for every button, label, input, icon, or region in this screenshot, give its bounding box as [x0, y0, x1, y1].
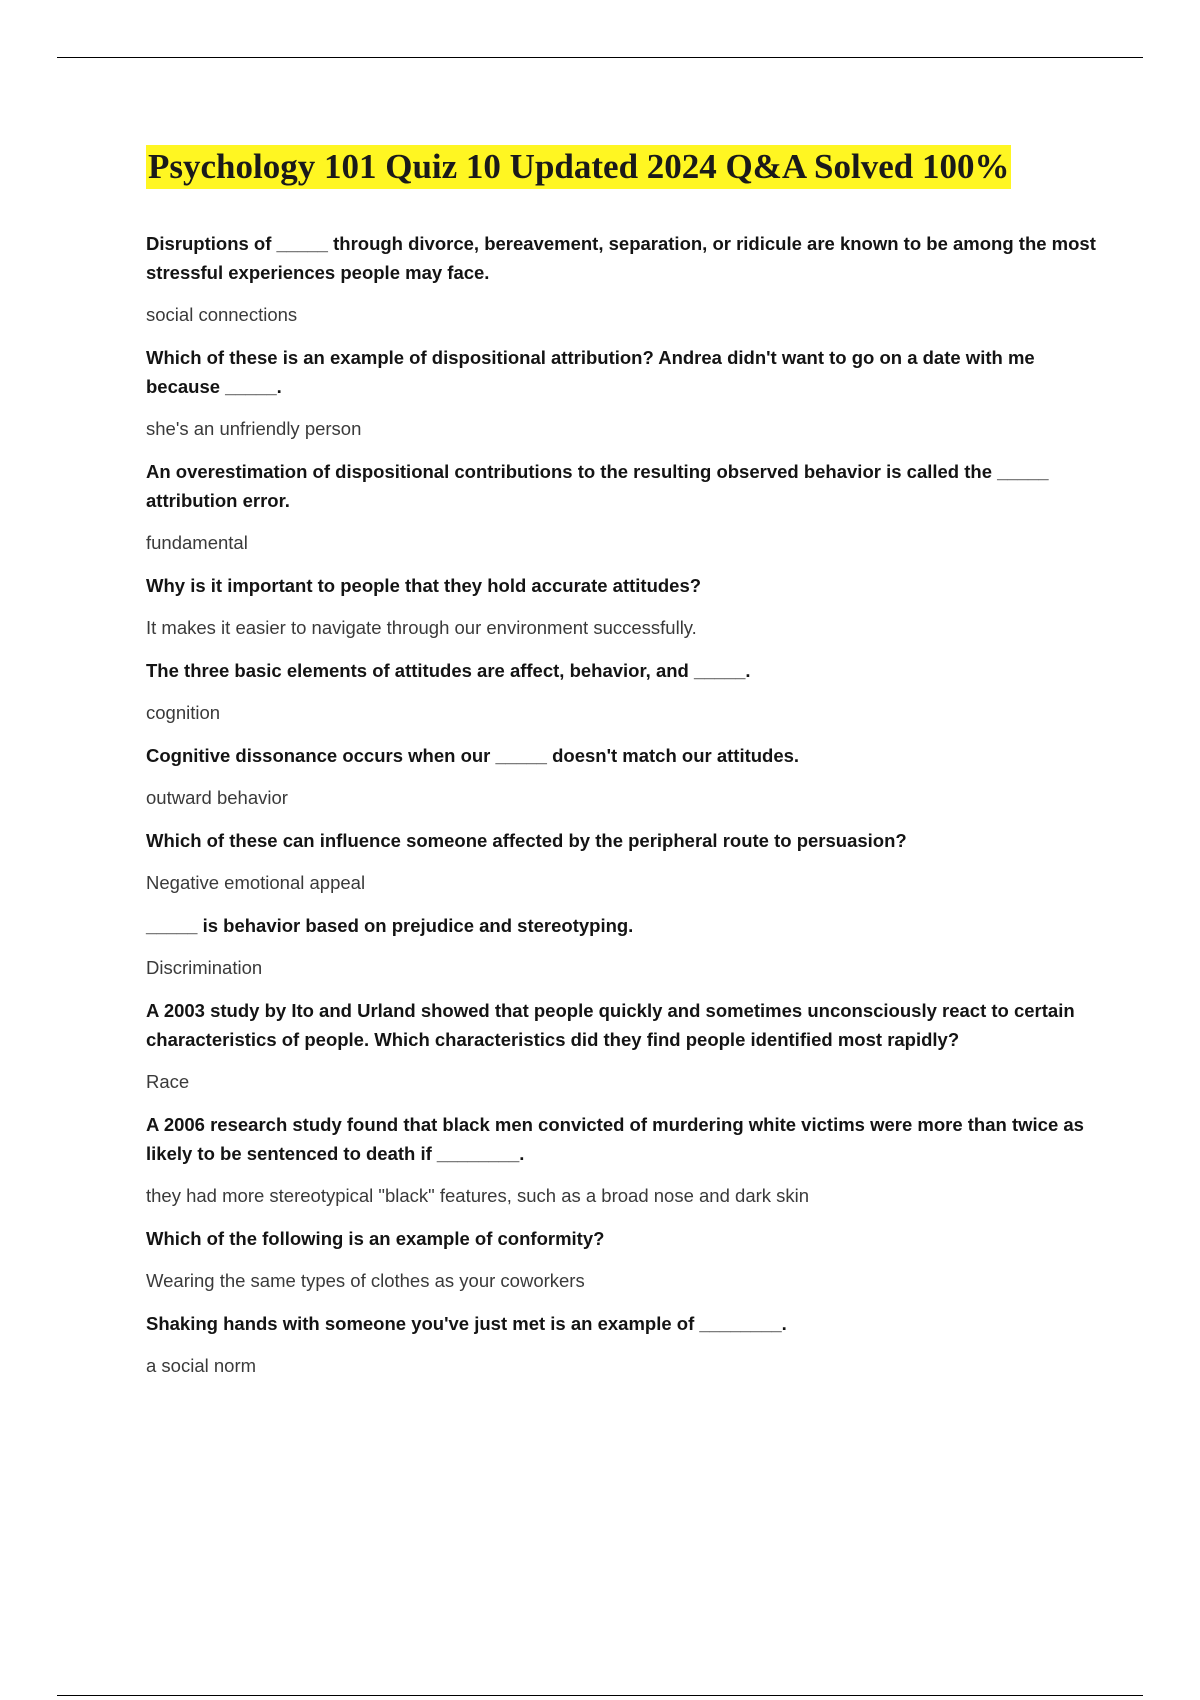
question-text: Which of the following is an example of conformity? — [146, 1228, 605, 1249]
question-text: The three basic elements of attitudes are affect, behavior, and _____. — [146, 660, 751, 681]
qa-item — [146, 996, 1096, 1096]
answer-text: outward behavior — [146, 787, 288, 808]
question-text: Cognitive dissonance occurs when our _____ doesn't match our attitudes. — [146, 745, 800, 766]
document-body — [146, 145, 1096, 1394]
bottom-rule — [57, 1695, 1143, 1696]
answer-text: Negative emotional appeal — [146, 872, 366, 893]
top-rule — [57, 57, 1143, 58]
title-block — [146, 145, 1096, 189]
question-text: A 2006 research study found that black men convicted of murdering white victims were more than twice as likely to be sentenced to death if ________. — [146, 1114, 1084, 1164]
qa-item — [146, 741, 1096, 812]
answer-text: Race — [146, 1071, 190, 1092]
question-text: Disruptions of _____ through divorce, bereavement, separation, or ridicule are known to be among the most stressful experiences people may face. — [146, 233, 1096, 283]
answer-text: a social norm — [146, 1355, 257, 1376]
question-text: Shaking hands with someone you've just met is an example of ________. — [146, 1313, 787, 1334]
answer-text: she's an unfriendly person — [146, 418, 362, 439]
qa-item — [146, 1110, 1096, 1210]
qa-item — [146, 343, 1096, 443]
qa-item — [146, 911, 1096, 982]
qa-item — [146, 229, 1096, 329]
answer-text: cognition — [146, 702, 221, 723]
qa-item — [146, 1224, 1096, 1295]
question-text: Why is it important to people that they hold accurate attitudes? — [146, 575, 702, 596]
question-text: Which of these can influence someone affected by the peripheral route to persuasion? — [146, 830, 907, 851]
qa-item — [146, 656, 1096, 727]
document-title: Psychology 101 Quiz 10 Updated 2024 Q&A Solved 100% — [146, 145, 1011, 189]
question-text: A 2003 study by Ito and Urland showed that people quickly and sometimes unconsciously react to certain characteristics of people. Which characteristics did they find people identified most rapidly? — [146, 1000, 1075, 1050]
question-text: Which of these is an example of dispositional attribution? Andrea didn't want to go on a date with me because _____. — [146, 347, 1035, 397]
answer-text: Wearing the same types of clothes as your coworkers — [146, 1270, 585, 1291]
answer-text: It makes it easier to navigate through our environment successfully. — [146, 617, 697, 638]
question-text: _____ is behavior based on prejudice and stereotyping. — [146, 915, 634, 936]
answer-text: Discrimination — [146, 957, 263, 978]
answer-text: they had more stereotypical "black" features, such as a broad nose and dark skin — [146, 1185, 810, 1206]
answer-text: fundamental — [146, 532, 248, 553]
qa-item — [146, 826, 1096, 897]
qa-list — [146, 229, 1096, 1380]
answer-text: social connections — [146, 304, 298, 325]
question-text: An overestimation of dispositional contributions to the resulting observed behavior is called the _____ attribution error. — [146, 461, 1049, 511]
qa-item — [146, 571, 1096, 642]
qa-item — [146, 1309, 1096, 1380]
qa-item — [146, 457, 1096, 557]
